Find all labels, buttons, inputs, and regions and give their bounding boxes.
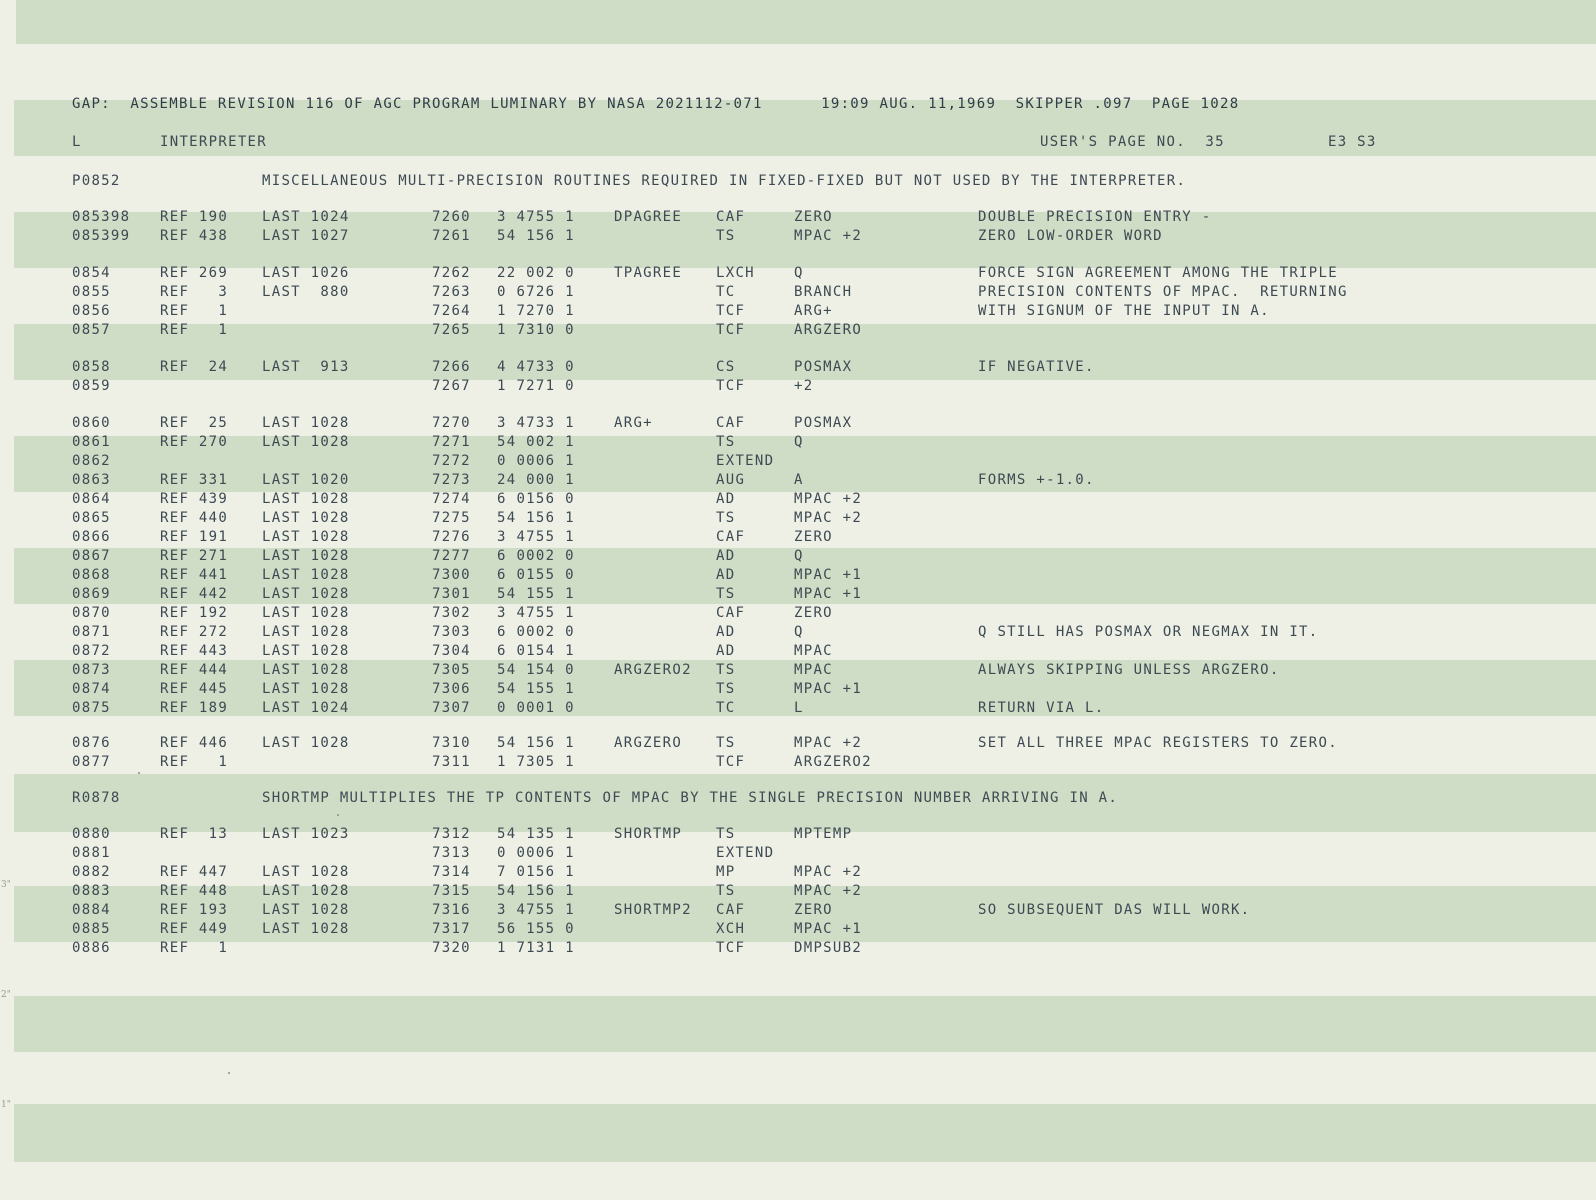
row-seq: 085399 [72, 228, 131, 244]
row-op: TS [716, 883, 736, 899]
row-op: TCF [716, 378, 746, 394]
row-code: 3 4755 1 [497, 902, 575, 918]
row-ref: REF 3 [160, 284, 229, 300]
row-comment: IF NEGATIVE. [978, 359, 1095, 375]
row-op: TS [716, 510, 736, 526]
code-row [0, 414, 1596, 433]
row-addr: 7312 [432, 826, 471, 842]
row-ref: REF 446 [160, 735, 229, 751]
row-code: 0 0006 1 [497, 845, 575, 861]
row-ref: REF 438 [160, 228, 229, 244]
code-row [0, 604, 1596, 623]
users-page-number: USER'S PAGE NO. 35 [1040, 134, 1225, 150]
row-last: LAST 1028 [262, 681, 350, 697]
row-ref: REF 24 [160, 359, 229, 375]
row-ref: REF 1 [160, 322, 229, 338]
row-code: 0 0001 0 [497, 700, 575, 716]
code-row [0, 509, 1596, 528]
row-op: TCF [716, 303, 746, 319]
row-seq: 0876 [72, 735, 111, 751]
row-code: 1 7270 1 [497, 303, 575, 319]
row-op: AUG [716, 472, 746, 488]
row-op: TC [716, 700, 736, 716]
row-operand: Q [794, 548, 804, 564]
row-operand: +2 [794, 378, 814, 394]
row-operand: L [794, 700, 804, 716]
row-operand: MPAC [794, 643, 833, 659]
row-operand: Q [794, 624, 804, 640]
row-operand: ARGZERO2 [794, 754, 872, 770]
row-comment: SO SUBSEQUENT DAS WILL WORK. [978, 902, 1251, 918]
row-comment: FORCE SIGN AGREEMENT AMONG THE TRIPLE [978, 265, 1338, 281]
row-operand: Q [794, 434, 804, 450]
row-seq: 0880 [72, 826, 111, 842]
section-id: R0878 [72, 790, 121, 806]
row-last: LAST 1028 [262, 662, 350, 678]
row-operand: MPAC +1 [794, 586, 863, 602]
row-op: CAF [716, 902, 746, 918]
row-ref: REF 331 [160, 472, 229, 488]
row-seq: 0860 [72, 415, 111, 431]
row-code: 3 4755 1 [497, 209, 575, 225]
row-ref: REF 191 [160, 529, 229, 545]
row-seq: 0861 [72, 434, 111, 450]
row-addr: 7261 [432, 228, 471, 244]
row-code: 1 7131 1 [497, 940, 575, 956]
row-label: ARGZERO [614, 735, 683, 751]
row-operand: ARGZERO [794, 322, 863, 338]
row-ref: REF 440 [160, 510, 229, 526]
row-last: LAST 1028 [262, 491, 350, 507]
row-code: 6 0155 0 [497, 567, 575, 583]
row-op: TS [716, 826, 736, 842]
code-row [0, 844, 1596, 863]
section-letter: L [72, 134, 82, 150]
row-addr: 7316 [432, 902, 471, 918]
code-row [0, 452, 1596, 471]
row-label: SHORTMP2 [614, 902, 692, 918]
row-ref: REF 443 [160, 643, 229, 659]
row-comment: FORMS +-1.0. [978, 472, 1095, 488]
row-seq: 0866 [72, 529, 111, 545]
code-row [0, 433, 1596, 452]
row-op: CS [716, 359, 736, 375]
row-op: MP [716, 864, 736, 880]
row-ref: REF 189 [160, 700, 229, 716]
row-comment: ZERO LOW-ORDER WORD [978, 228, 1163, 244]
row-operand: MPAC [794, 662, 833, 678]
code-row [0, 661, 1596, 680]
row-seq: 0882 [72, 864, 111, 880]
row-last: LAST 1020 [262, 472, 350, 488]
row-code: 54 002 1 [497, 434, 575, 450]
code-row [0, 825, 1596, 844]
row-ref: REF 270 [160, 434, 229, 450]
row-addr: 7277 [432, 548, 471, 564]
row-last: LAST 1028 [262, 529, 350, 545]
row-op: EXTEND [716, 845, 775, 861]
row-code: 54 156 1 [497, 883, 575, 899]
code-row [0, 585, 1596, 604]
row-addr: 7276 [432, 529, 471, 545]
row-operand: ZERO [794, 209, 833, 225]
row-seq: 0869 [72, 586, 111, 602]
row-addr: 7271 [432, 434, 471, 450]
row-last: LAST 1028 [262, 510, 350, 526]
code-row [0, 547, 1596, 566]
row-ref: REF 448 [160, 883, 229, 899]
row-operand: MPAC +1 [794, 681, 863, 697]
code-row [0, 283, 1596, 302]
code-row [0, 901, 1596, 920]
row-operand: MPAC +2 [794, 228, 863, 244]
row-ref: REF 190 [160, 209, 229, 225]
row-seq: 0884 [72, 902, 111, 918]
row-addr: 7260 [432, 209, 471, 225]
row-op: LXCH [716, 265, 755, 281]
row-addr: 7270 [432, 415, 471, 431]
row-code: 0 6726 1 [497, 284, 575, 300]
row-op: AD [716, 643, 736, 659]
row-seq: 0873 [72, 662, 111, 678]
row-seq: 0875 [72, 700, 111, 716]
row-ref: REF 269 [160, 265, 229, 281]
row-addr: 7264 [432, 303, 471, 319]
section-id: P0852 [72, 173, 121, 189]
row-last: LAST 1028 [262, 567, 350, 583]
row-code: 56 155 0 [497, 921, 575, 937]
row-op: AD [716, 491, 736, 507]
row-last: LAST 1028 [262, 624, 350, 640]
code-row [0, 302, 1596, 321]
row-seq: 0871 [72, 624, 111, 640]
row-seq: 0855 [72, 284, 111, 300]
row-addr: 7266 [432, 359, 471, 375]
row-addr: 7301 [432, 586, 471, 602]
row-last: LAST 1028 [262, 643, 350, 659]
row-code: 54 154 0 [497, 662, 575, 678]
row-operand: MPAC +1 [794, 921, 863, 937]
section-title: MISCELLANEOUS MULTI-PRECISION ROUTINES REQUIRED IN FIXED-FIXED BUT NOT USED BY THE INTERPRETER. [262, 173, 1187, 189]
row-comment: PRECISION CONTENTS OF MPAC. RETURNING [978, 284, 1348, 300]
row-operand: Q [794, 265, 804, 281]
row-operand: MPAC +2 [794, 883, 863, 899]
row-addr: 7310 [432, 735, 471, 751]
row-op: CAF [716, 529, 746, 545]
row-seq: 0863 [72, 472, 111, 488]
row-op: TCF [716, 940, 746, 956]
row-code: 54 155 1 [497, 681, 575, 697]
row-ref: REF 447 [160, 864, 229, 880]
section-title: SHORTMP MULTIPLIES THE TP CONTENTS OF MPAC BY THE SINGLE PRECISION NUMBER ARRIVING IN A. [262, 790, 1119, 806]
row-ref: REF 449 [160, 921, 229, 937]
row-addr: 7272 [432, 453, 471, 469]
row-op: AD [716, 548, 736, 564]
row-code: 6 0002 0 [497, 624, 575, 640]
row-comment: RETURN VIA L. [978, 700, 1105, 716]
row-op: AD [716, 567, 736, 583]
row-addr: 7267 [432, 378, 471, 394]
row-operand: ARG+ [794, 303, 833, 319]
row-operand: MPAC +2 [794, 491, 863, 507]
row-code: 1 7305 1 [497, 754, 575, 770]
row-addr: 7300 [432, 567, 471, 583]
row-code: 6 0002 0 [497, 548, 575, 564]
row-op: TS [716, 586, 736, 602]
row-last: LAST 1024 [262, 209, 350, 225]
row-ref: REF 439 [160, 491, 229, 507]
row-addr: 7304 [432, 643, 471, 659]
row-code: 22 002 0 [497, 265, 575, 281]
row-op: CAF [716, 415, 746, 431]
row-operand: ZERO [794, 605, 833, 621]
row-code: 1 7310 0 [497, 322, 575, 338]
code-row [0, 863, 1596, 882]
row-code: 3 4733 1 [497, 415, 575, 431]
row-op: TS [716, 228, 736, 244]
row-seq: 0872 [72, 643, 111, 659]
row-ref: REF 444 [160, 662, 229, 678]
row-addr: 7311 [432, 754, 471, 770]
margin-mark: 1" [1, 1100, 11, 1110]
row-addr: 7265 [432, 322, 471, 338]
row-ref: REF 1 [160, 303, 229, 319]
row-addr: 7273 [432, 472, 471, 488]
row-last: LAST 1028 [262, 548, 350, 564]
code-row [0, 734, 1596, 753]
section-heading [0, 789, 1596, 808]
row-seq: 0886 [72, 940, 111, 956]
row-last: LAST 1028 [262, 605, 350, 621]
row-code: 54 156 1 [497, 228, 575, 244]
row-op: EXTEND [716, 453, 775, 469]
row-seq: 0868 [72, 567, 111, 583]
code-row [0, 227, 1596, 246]
row-addr: 7302 [432, 605, 471, 621]
code-row [0, 680, 1596, 699]
row-op: CAF [716, 209, 746, 225]
row-seq: 0859 [72, 378, 111, 394]
code-row [0, 753, 1596, 772]
row-ref: REF 1 [160, 754, 229, 770]
header-line: GAP: ASSEMBLE REVISION 116 OF AGC PROGRAM LUMINARY BY NASA 2021112-071 19:09 AUG. 11,1969 SKIPPER .097 PAGE 1028 [72, 96, 1240, 112]
code-row [0, 920, 1596, 939]
row-operand: MPAC +1 [794, 567, 863, 583]
code-row [0, 882, 1596, 901]
row-ref: REF 13 [160, 826, 229, 842]
code-row [0, 699, 1596, 718]
row-last: LAST 1027 [262, 228, 350, 244]
row-addr: 7307 [432, 700, 471, 716]
row-addr: 7320 [432, 940, 471, 956]
row-addr: 7314 [432, 864, 471, 880]
page-subheader [0, 133, 1596, 152]
row-addr: 7303 [432, 624, 471, 640]
row-comment: Q STILL HAS POSMAX OR NEGMAX IN IT. [978, 624, 1319, 640]
row-ref: REF 1 [160, 940, 229, 956]
row-seq: 0858 [72, 359, 111, 375]
row-seq: 0864 [72, 491, 111, 507]
row-last: LAST 1028 [262, 921, 350, 937]
row-last: LAST 880 [262, 284, 350, 300]
row-operand: MPTEMP [794, 826, 853, 842]
row-comment: SET ALL THREE MPAC REGISTERS TO ZERO. [978, 735, 1338, 751]
code-row [0, 642, 1596, 661]
row-code: 4 4733 0 [497, 359, 575, 375]
row-addr: 7305 [432, 662, 471, 678]
code-row [0, 490, 1596, 509]
row-seq: 0862 [72, 453, 111, 469]
row-code: 54 135 1 [497, 826, 575, 842]
code-row [0, 377, 1596, 396]
row-op: TS [716, 662, 736, 678]
row-label: ARG+ [614, 415, 653, 431]
row-addr: 7306 [432, 681, 471, 697]
row-addr: 7317 [432, 921, 471, 937]
row-seq: 0865 [72, 510, 111, 526]
row-addr: 7313 [432, 845, 471, 861]
row-code: 3 4755 1 [497, 605, 575, 621]
code-row [0, 528, 1596, 547]
row-seq: 0856 [72, 303, 111, 319]
row-code: 54 156 1 [497, 510, 575, 526]
row-ref: REF 445 [160, 681, 229, 697]
code-row [0, 939, 1596, 958]
row-seq: 0877 [72, 754, 111, 770]
row-seq: 0874 [72, 681, 111, 697]
row-addr: 7315 [432, 883, 471, 899]
row-last: LAST 1023 [262, 826, 350, 842]
row-op: TC [716, 284, 736, 300]
row-operand: DMPSUB2 [794, 940, 863, 956]
row-last: LAST 1028 [262, 864, 350, 880]
row-label: DPAGREE [614, 209, 683, 225]
row-operand: ZERO [794, 902, 833, 918]
row-ref: REF 441 [160, 567, 229, 583]
row-op: TCF [716, 322, 746, 338]
row-addr: 7275 [432, 510, 471, 526]
row-code: 0 0006 1 [497, 453, 575, 469]
row-op: TCF [716, 754, 746, 770]
row-code: 6 0156 0 [497, 491, 575, 507]
row-ref: REF 442 [160, 586, 229, 602]
sheet-id: E3 S3 [1328, 134, 1377, 150]
code-row [0, 623, 1596, 642]
row-addr: 7262 [432, 265, 471, 281]
row-label: ARGZERO2 [614, 662, 692, 678]
code-row [0, 358, 1596, 377]
row-seq: 0881 [72, 845, 111, 861]
row-op: XCH [716, 921, 746, 937]
row-code: 24 000 1 [497, 472, 575, 488]
row-seq: 0883 [72, 883, 111, 899]
row-comment: ALWAYS SKIPPING UNLESS ARGZERO. [978, 662, 1280, 678]
row-last: LAST 1024 [262, 700, 350, 716]
row-last: LAST 1028 [262, 415, 350, 431]
code-row [0, 471, 1596, 490]
row-operand: POSMAX [794, 359, 853, 375]
row-op: TS [716, 681, 736, 697]
row-op: CAF [716, 605, 746, 621]
row-last: LAST 1028 [262, 735, 350, 751]
row-label: SHORTMP [614, 826, 683, 842]
margin-mark: 2" [1, 990, 11, 1000]
row-ref: REF 272 [160, 624, 229, 640]
row-seq: 0854 [72, 265, 111, 281]
row-addr: 7263 [432, 284, 471, 300]
row-label: TPAGREE [614, 265, 683, 281]
code-row [0, 208, 1596, 227]
row-seq: 085398 [72, 209, 131, 225]
row-seq: 0857 [72, 322, 111, 338]
row-comment: WITH SIGNUM OF THE INPUT IN A. [978, 303, 1270, 319]
row-seq: 0870 [72, 605, 111, 621]
row-op: TS [716, 735, 736, 751]
row-code: 54 155 1 [497, 586, 575, 602]
row-operand: POSMAX [794, 415, 853, 431]
row-last: LAST 1028 [262, 434, 350, 450]
row-operand: MPAC +2 [794, 864, 863, 880]
row-ref: REF 25 [160, 415, 229, 431]
section-heading [0, 172, 1596, 191]
section-name: INTERPRETER [160, 134, 268, 150]
code-row [0, 321, 1596, 340]
row-operand: BRANCH [794, 284, 853, 300]
row-last: LAST 1028 [262, 902, 350, 918]
row-last: LAST 1026 [262, 265, 350, 281]
row-ref: REF 192 [160, 605, 229, 621]
row-last: LAST 913 [262, 359, 350, 375]
row-ref: REF 271 [160, 548, 229, 564]
margin-mark: 3" [1, 880, 11, 890]
row-code: 54 156 1 [497, 735, 575, 751]
row-operand: ZERO [794, 529, 833, 545]
row-code: 6 0154 1 [497, 643, 575, 659]
row-operand: MPAC +2 [794, 510, 863, 526]
listing-header [0, 95, 1596, 114]
row-last: LAST 1028 [262, 883, 350, 899]
code-row [0, 264, 1596, 283]
row-code: 7 0156 1 [497, 864, 575, 880]
row-code: 1 7271 0 [497, 378, 575, 394]
row-seq: 0885 [72, 921, 111, 937]
row-operand: A [794, 472, 804, 488]
row-op: AD [716, 624, 736, 640]
row-operand: MPAC +2 [794, 735, 863, 751]
row-addr: 7274 [432, 491, 471, 507]
row-last: LAST 1028 [262, 586, 350, 602]
code-row [0, 566, 1596, 585]
row-ref: REF 193 [160, 902, 229, 918]
row-comment: DOUBLE PRECISION ENTRY - [978, 209, 1212, 225]
row-code: 3 4755 1 [497, 529, 575, 545]
row-op: TS [716, 434, 736, 450]
row-seq: 0867 [72, 548, 111, 564]
